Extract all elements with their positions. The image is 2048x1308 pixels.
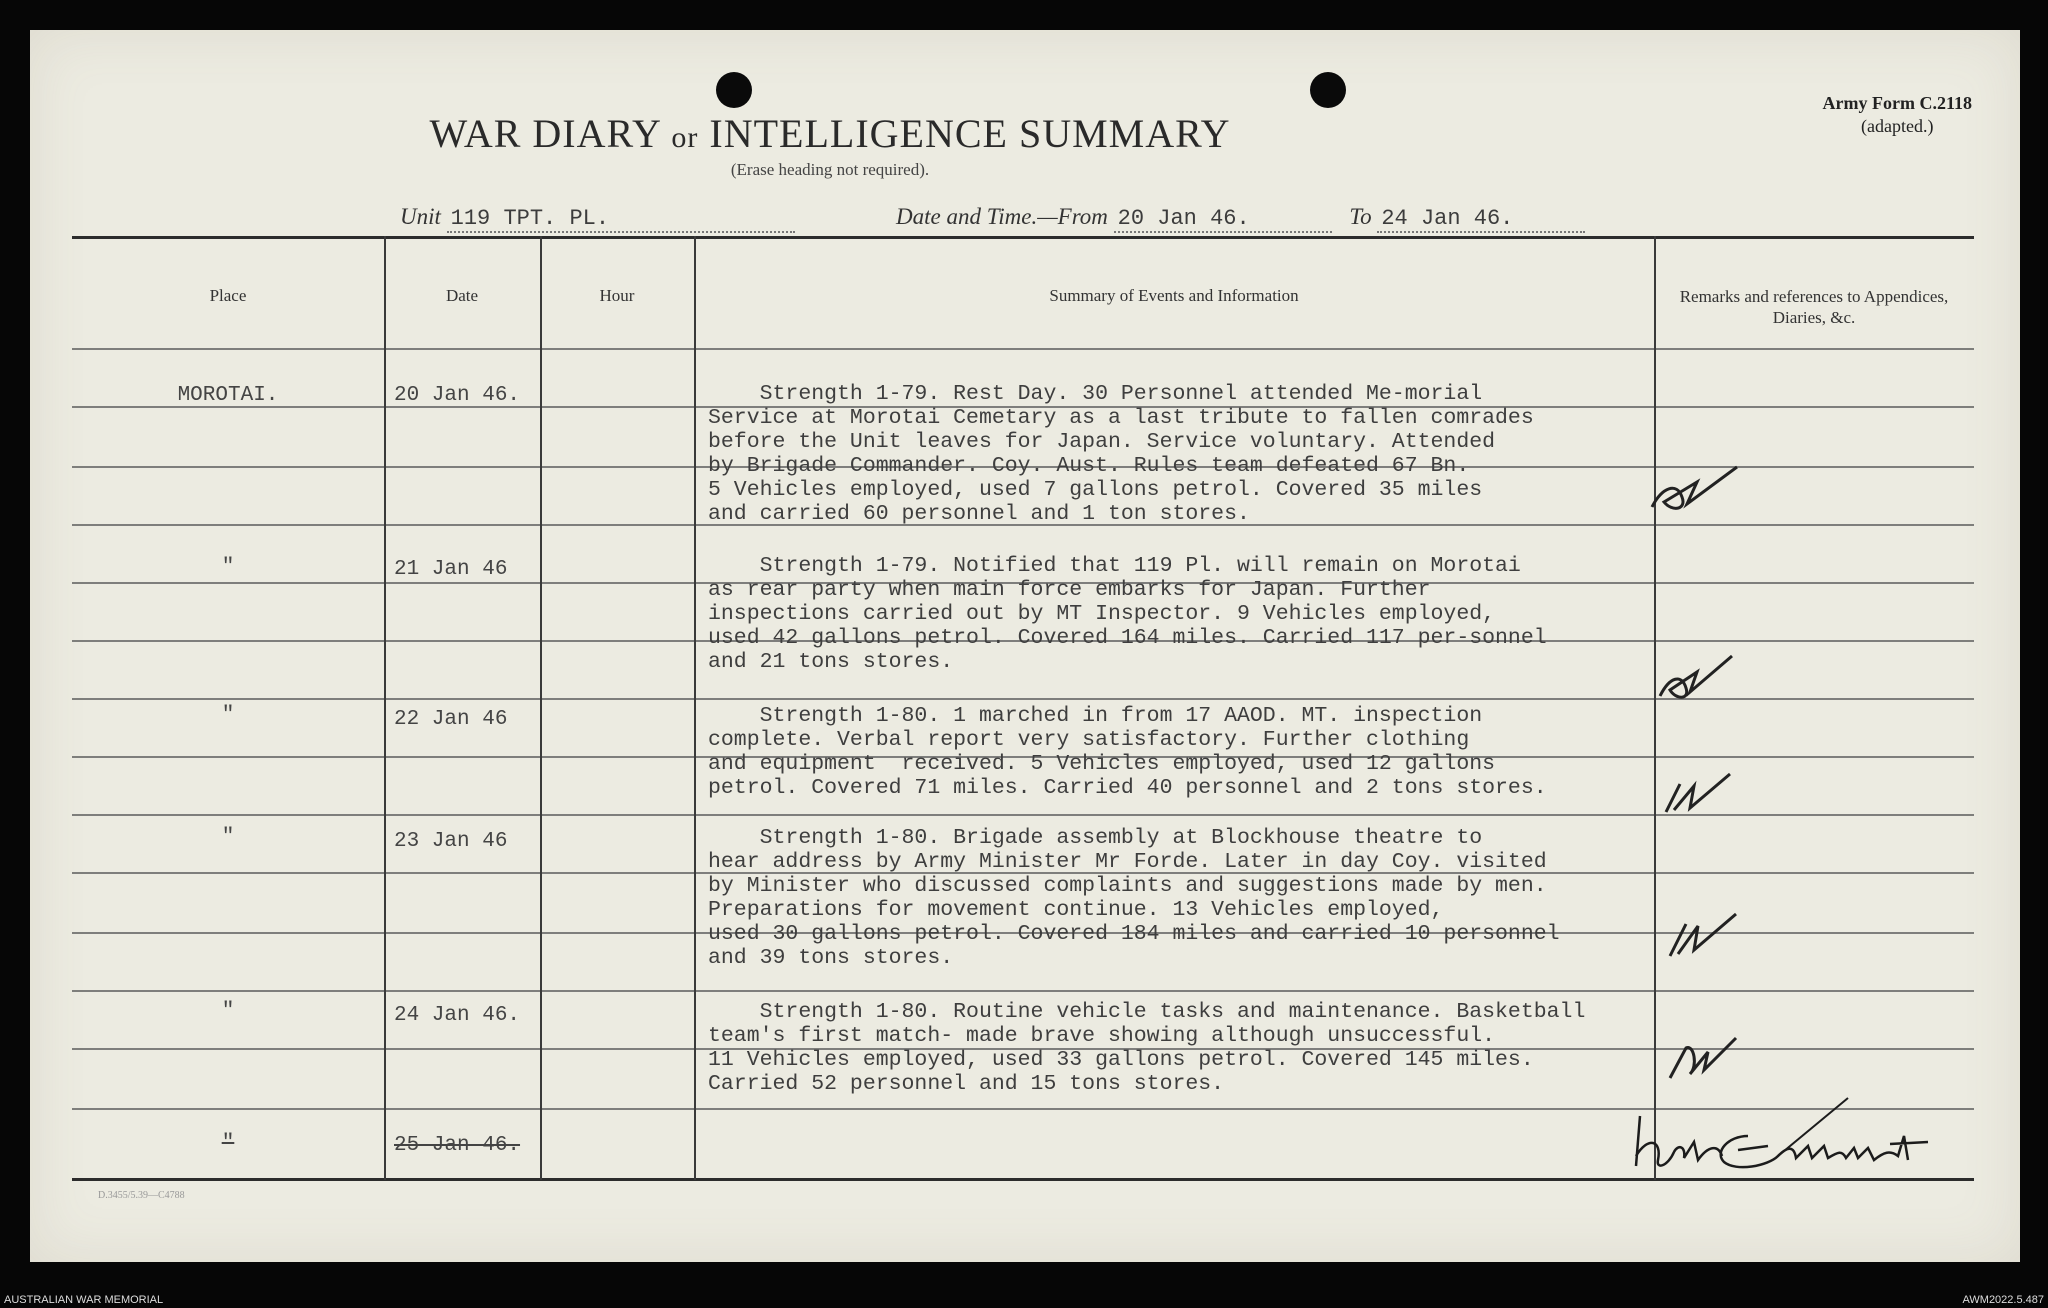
entry-summary: Strength 1-80. Brigade assembly at Blockhouse theatre to hear address by Army Minister Mr Forde. Later in day Coy. visited by Minister who discussed complaints and suggestions made by men. Preparations for movement continue. 13 Vehicles employed, used 30 gallons petrol. Covered 184 miles and carried 10 personnel and 39 tons stores. bbox=[708, 826, 1560, 970]
title-war-diary: WAR DIARY bbox=[429, 111, 661, 156]
unit-line bbox=[400, 204, 795, 233]
header-place: Place bbox=[209, 286, 247, 305]
date-to-label: To bbox=[1349, 204, 1372, 229]
initials-mark bbox=[1642, 452, 1742, 522]
header-date: Date bbox=[445, 286, 479, 305]
initials-mark bbox=[1652, 636, 1742, 706]
entry-summary: Strength 1-79. Rest Day. 30 Personnel attended Me-morial Service at Morotai Cemetary as a last tribute to fallen comrades before the Unit leaves for Japan. Service voluntary. Attended by Brigade Commander. Coy. Aust. Rules team defeated 67 Bn. 5 Vehicles employed, used 7 gallons petrol. Covered 35 miles and carried 60 personnel and 1 ton stores. bbox=[708, 382, 1534, 526]
unit-value: 119 TPT. PL. bbox=[447, 206, 795, 233]
punch-hole-right bbox=[1310, 72, 1346, 108]
punch-hole-left bbox=[716, 72, 752, 108]
date-from-value: 20 Jan 46. bbox=[1114, 206, 1332, 233]
army-form-code: Army Form C.2118 bbox=[1822, 93, 1972, 113]
unit-label: Unit bbox=[400, 204, 441, 229]
entry-date: 23 Jan 46 bbox=[394, 830, 508, 853]
entry-place: " bbox=[221, 1000, 235, 1023]
entry-place: " bbox=[221, 1132, 235, 1155]
war-diary-sheet bbox=[30, 30, 2020, 1262]
archive-id: AWM2022.5.487 bbox=[1962, 1294, 2044, 1306]
entry-place: MOROTAI. bbox=[177, 384, 279, 407]
entry-date: 24 Jan 46. bbox=[394, 1004, 521, 1027]
initials-mark bbox=[1660, 762, 1740, 822]
print-code: D.3455/5.39—C4788 bbox=[98, 1190, 185, 1201]
header-summary: Summary of Events and Information bbox=[1049, 286, 1299, 305]
date-from-label: Date and Time.—From bbox=[896, 204, 1108, 229]
entry-summary: Strength 1-79. Notified that 119 Pl. will remain on Morotai as rear party when main force embarks for Japan. Further inspections carried out by MT Inspector. 9 Vehicles employed, used 42 gallons petrol. Covered 164 miles. Carried 117 per-sonnel and 21 tons stores. bbox=[708, 554, 1547, 674]
archive-source: AUSTRALIAN WAR MEMORIAL bbox=[4, 1294, 164, 1306]
entry-date-struck: 25 Jan 46. bbox=[394, 1134, 521, 1157]
form-title bbox=[30, 110, 1630, 157]
erase-note: (Erase heading not required). bbox=[730, 160, 930, 179]
header-hour: Hour bbox=[599, 286, 635, 305]
date-to-value: 24 Jan 46. bbox=[1377, 206, 1585, 233]
entry-summary: Strength 1-80. 1 marched in from 17 AAOD. MT. inspection complete. Verbal report very satisfactory. Further clothing and equipment received. 5 Vehicles employed, used 12 gallons petrol. Covered 71 miles. Carried 40 personnel and 2 tons stores. bbox=[708, 704, 1547, 800]
army-form-adapted: (adapted.) bbox=[1861, 116, 1934, 136]
title-intelligence-summary: INTELLIGENCE SUMMARY bbox=[709, 111, 1231, 156]
entry-place: " bbox=[221, 556, 235, 579]
entry-date: 21 Jan 46 bbox=[394, 558, 508, 581]
entry-date: 22 Jan 46 bbox=[394, 708, 508, 731]
signature bbox=[1628, 1096, 1968, 1186]
initials-mark bbox=[1664, 904, 1744, 964]
header-remarks: Remarks and references to Appendices, Diaries, &c. bbox=[1679, 287, 1949, 327]
army-form-number bbox=[1823, 92, 1972, 138]
initials-mark bbox=[1664, 1026, 1744, 1086]
entry-date: 20 Jan 46. bbox=[394, 384, 521, 407]
diary-table bbox=[72, 236, 1974, 1182]
date-line bbox=[896, 204, 1585, 233]
entry-place: " bbox=[221, 704, 235, 727]
entry-summary: Strength 1-80. Routine vehicle tasks and maintenance. Basketball team's first match- made brave showing although unsuccessful. 11 Vehicles employed, used 33 gallons petrol. Covered 145 miles. Carried 52 personnel and 15 tons stores. bbox=[708, 1000, 1586, 1096]
title-or: or bbox=[671, 121, 699, 154]
entry-place: " bbox=[221, 826, 235, 849]
